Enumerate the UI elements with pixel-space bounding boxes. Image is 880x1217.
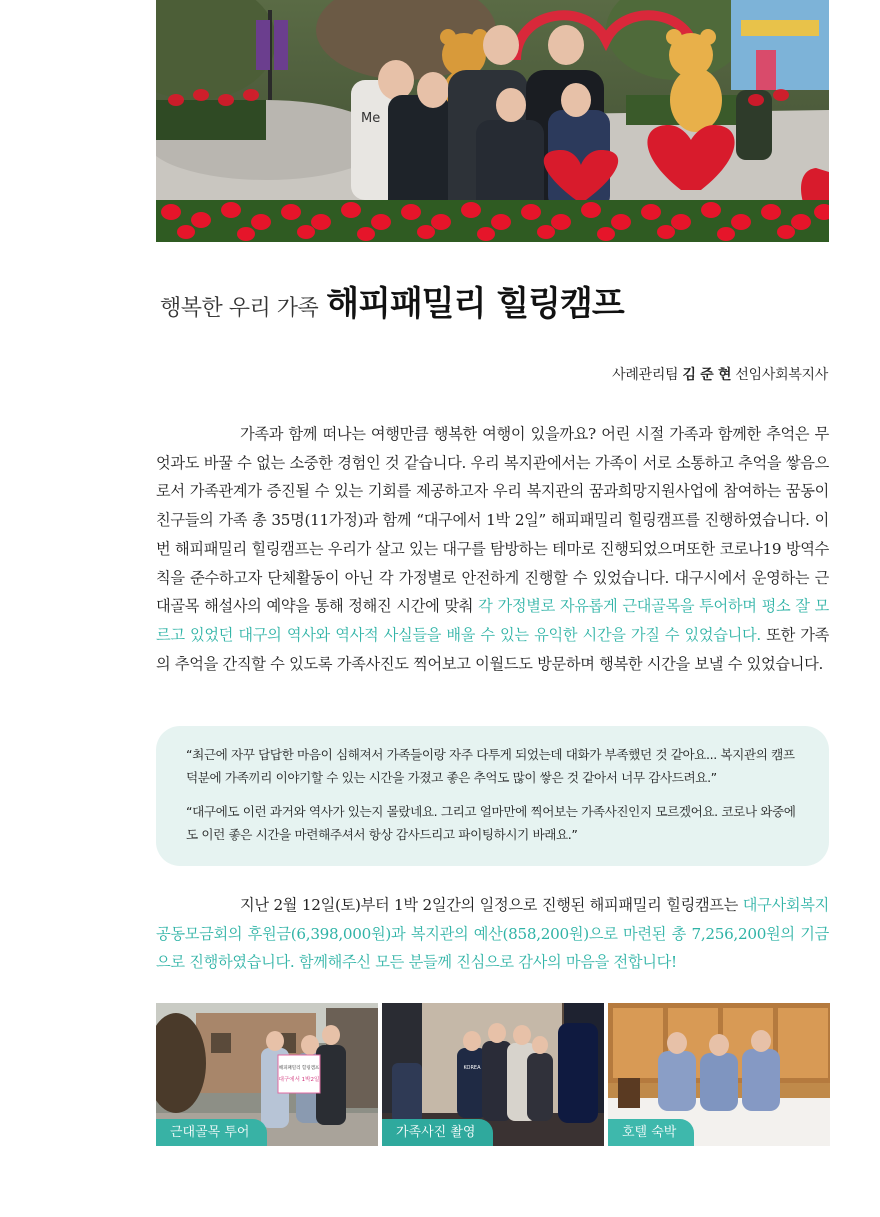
author-byline [612, 364, 828, 384]
body-paragraph-1 [156, 420, 829, 678]
paragraph1-highlight: 각 가정별로 자유롭게 근대골목을 투어하며 평소 잘 모르고 있었던 대구의 역사와 역사적 사실들을 배울 수 있는 유익한 시간을 가질 수 있었습니다. [156, 597, 829, 644]
testimonial-quote-2: “대구에도 이런 과거와 역사가 있는지 몰랐네요. 그리고 얼마만에 찍어보는 가족사진인지 모르겠어요. 코로나 와중에도 이런 좋은 시간을 마련해주셔서 항상 감사드리고 파이팅하시기 바래요.” [186, 804, 796, 842]
paragraph1-text-a: 가족과 함께 떠나는 여행만큼 행복한 여행이 있을까요? 어린 시절 가족과 함께한 추억은 무엇과도 바꿀 수 없는 소중한 경험인 것 같습니다. 우리 복지관에서는 가족이 서로 소통하고 추억을 쌓음으로서 가족관계가 증진될 수 있는 기회를 제공하고자 우리 복지관의 꿈과희망지원사업에 참여하는 꿈동이 친구들의 가족 총 35명(11가정)과 함께 “대구에서 1박 2일” 해피패밀리 힐링캠프를 진행하였습니다. 이번 해피패밀리 힐링캠프는 우리가 살고 있는 대구를 탐방하는 테마로 진행되었으며또한 코로나19 방역수칙을 준수하고자 단체활동이 아닌 각 가정별로 안전하게 진행할 수 있었습니다. 대구시에서 운영하는 근대골목 해설사의 예약을 통해 정해진 시간에 맞춰 [156, 425, 829, 616]
shirt-text-korea: KOREA [463, 1065, 481, 1071]
article-title-sub: 행복한 우리 가족 [160, 296, 319, 321]
author-name: 김 준 현 [682, 367, 732, 383]
photo-hotel-stay [608, 1003, 830, 1146]
paragraph1-text-b: 또한 가족의 추억을 간직할 수 있도록 가족사진도 찍어보고 이월드도 방문하며 행복한 시간을 보낼 수 있었습니다. [156, 625, 829, 673]
testimonial-quote-1: “최근에 자꾸 답답한 마음이 심해져서 가족들이랑 자주 다투게 되었는데 대화가 부족했던 것 같아요... 복지관의 캠프 덕분에 가족끼리 이야기할 수 있는 시간을 가졌고 좋은 추억도 많이 쌓은 것 같아서 너무 감사드려요.” [186, 747, 795, 785]
photo-alley-tour [156, 1003, 378, 1146]
author-team: 사례관리팀 [612, 367, 679, 383]
article-title [160, 276, 624, 326]
photo-caption: 호텔 숙박 [608, 1119, 694, 1146]
sign-line-1: 해피패밀리 힐링캠프 [278, 1066, 320, 1071]
paragraph2-text-a: 지난 2월 12일(토)부터 1박 2일간의 일정으로 진행된 해피패밀리 힐링캠프는 [240, 896, 743, 914]
testimonial-quote-box [156, 726, 829, 866]
sign-line-2: 대구에서 1박2일 [278, 1077, 320, 1083]
body-paragraph-2 [156, 891, 829, 977]
photo-caption: 근대골목 투어 [156, 1119, 267, 1146]
photo-family-portrait [382, 1003, 604, 1146]
author-role: 선임사회복지사 [735, 367, 828, 383]
article-title-main: 해피패밀리 힐링캠프 [326, 284, 624, 324]
shirt-text: Me [361, 111, 381, 126]
hero-photo-family-tulips [156, 0, 829, 242]
photo-caption: 가족사진 촬영 [382, 1119, 493, 1146]
paragraph2-highlight: 대구사회복지공동모금회의 후원금(6,398,000원)과 복지관의 예산(858,200원)으로 마련된 총 7,256,200원의 기금으로 진행하였습니다. 함께해주신 모든 분들께 진심으로 감사의 마음을 전합니다! [156, 896, 829, 972]
